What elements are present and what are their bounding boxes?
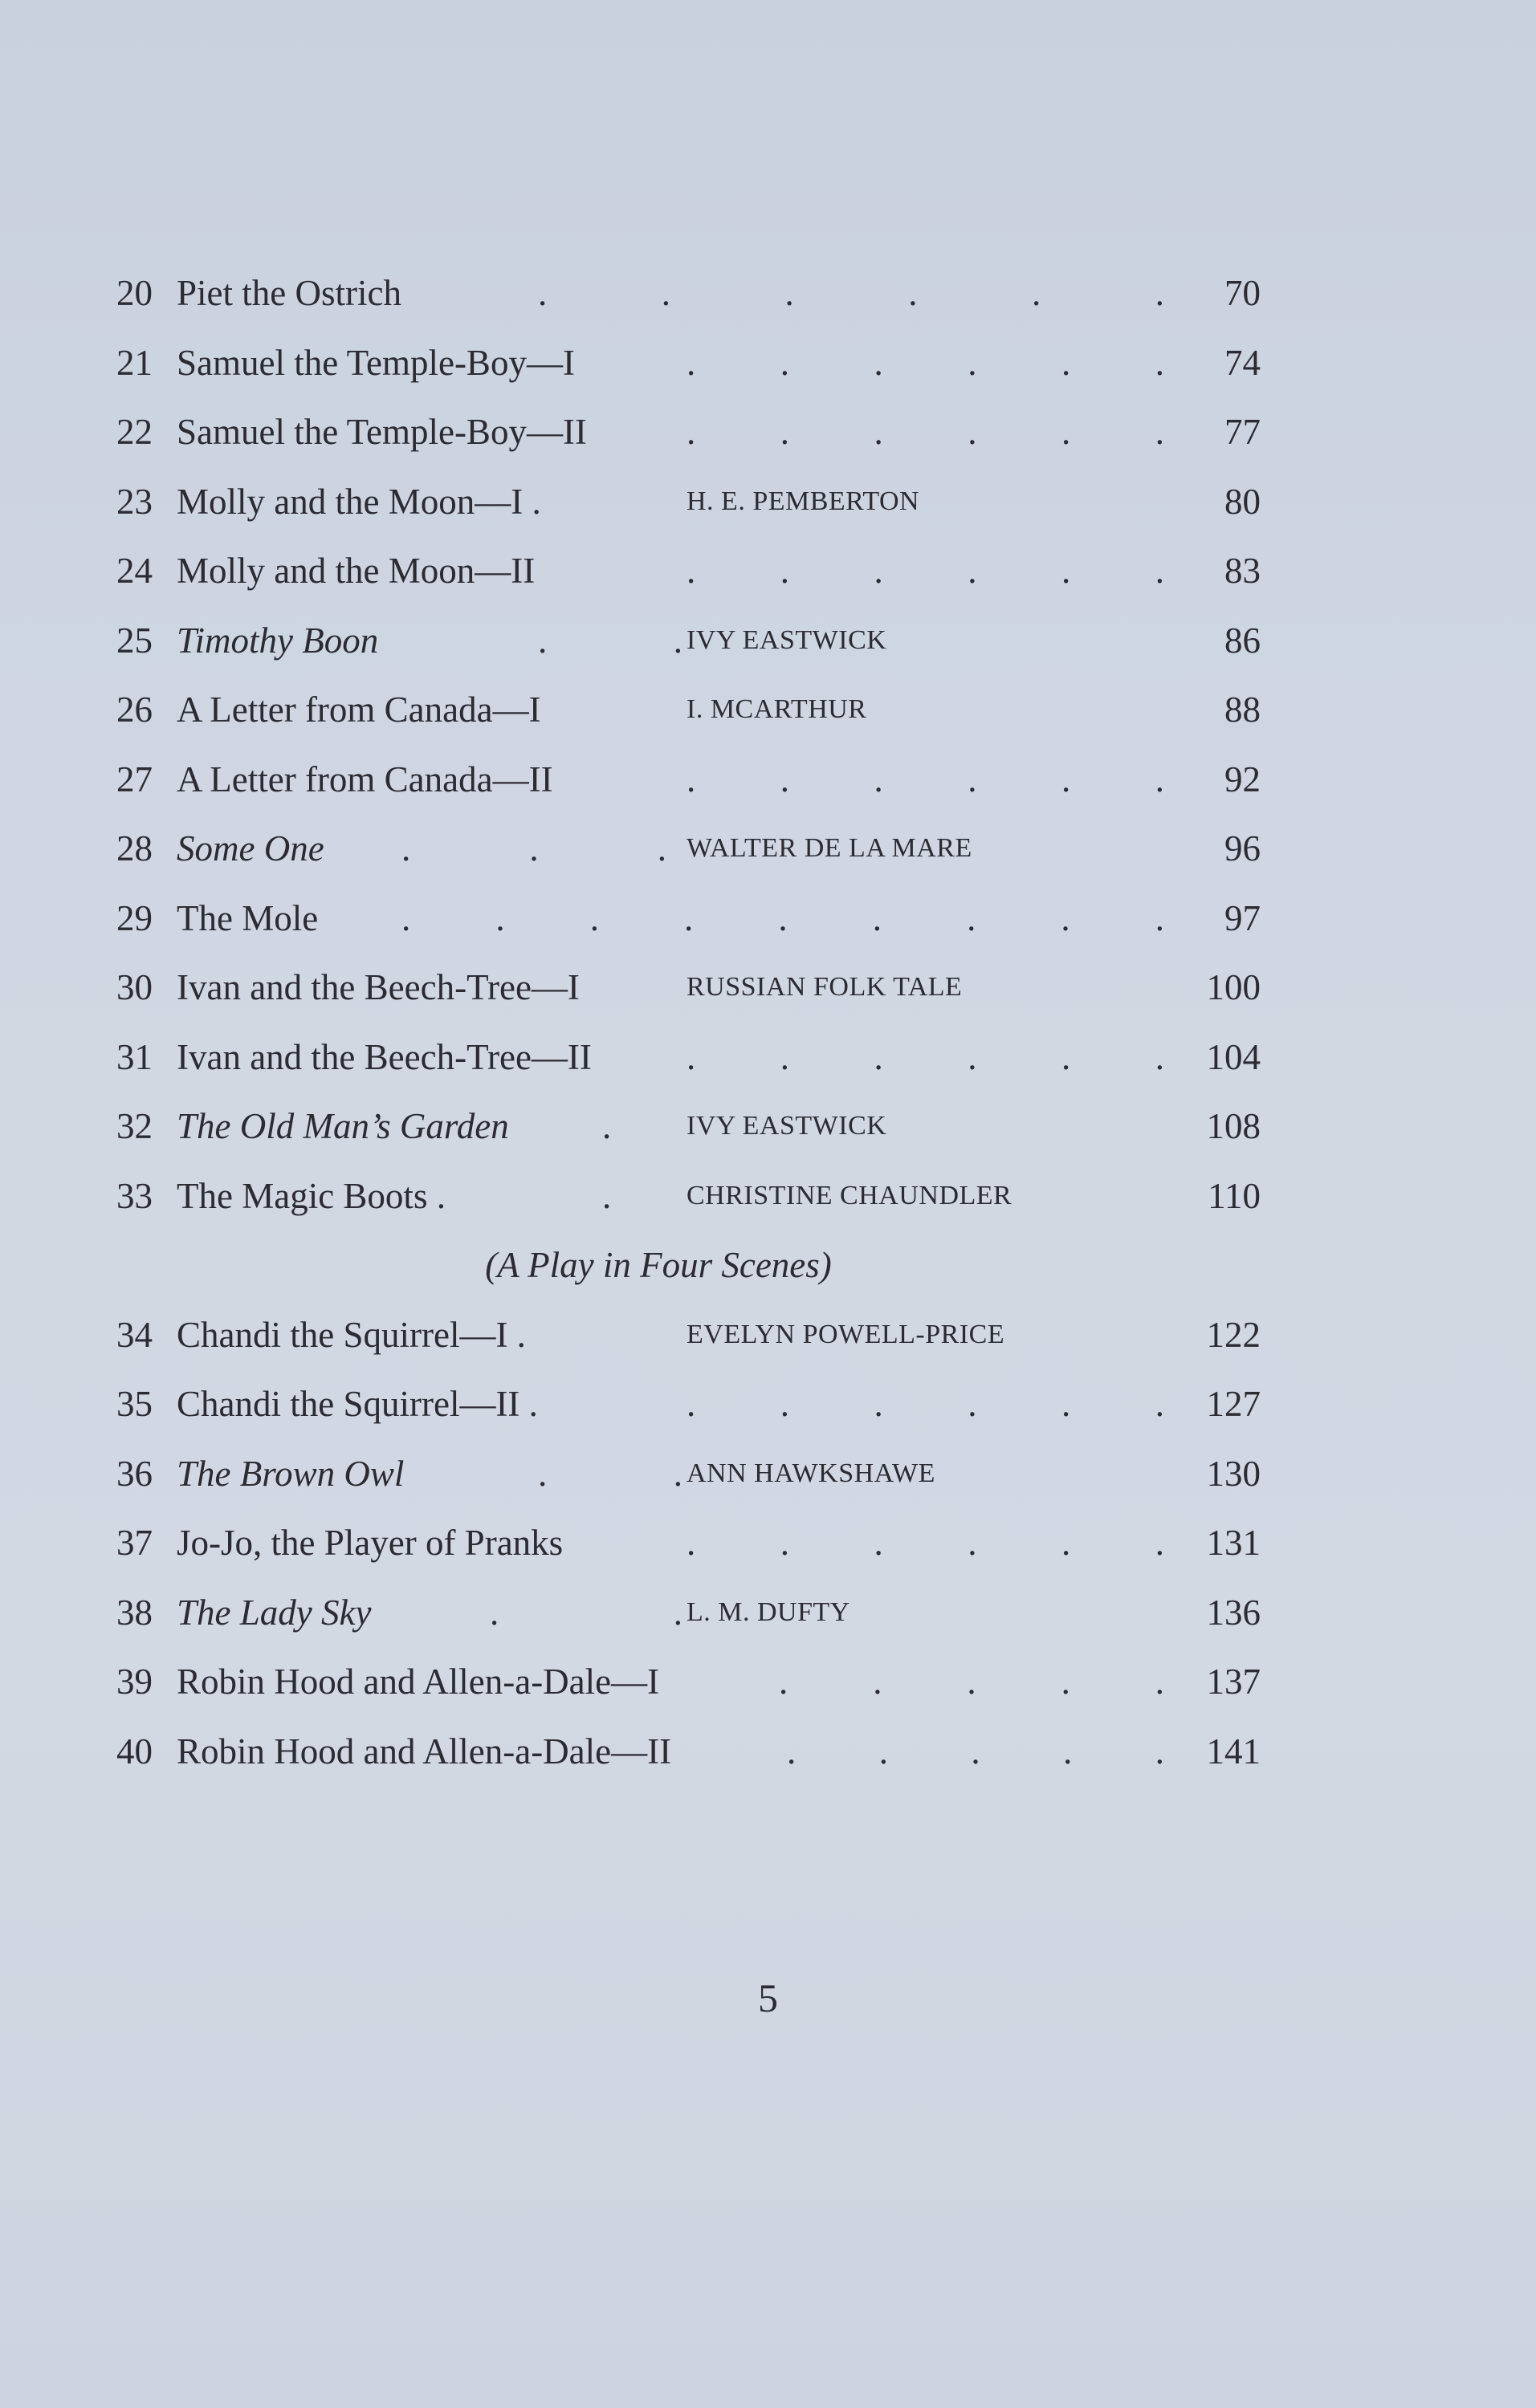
entry-author: IVY EASTWICK (687, 1111, 887, 1141)
toc-entry (88, 884, 1261, 954)
entry-number: 34 (116, 1314, 153, 1355)
toc-entry (88, 1508, 1261, 1578)
entry-author: EVELYN POWELL-PRICE (687, 1319, 1005, 1349)
entry-page: 80 (1224, 481, 1261, 522)
toc-entry (88, 258, 1261, 328)
toc-entry (88, 1023, 1261, 1092)
entry-page: 137 (1206, 1662, 1261, 1702)
play-note: (A Play in Four Scenes) (485, 1245, 832, 1285)
toc-entry (88, 606, 1261, 676)
entry-author: RUSSIAN FOLK TALE (687, 972, 963, 1002)
entry-title: Molly and the Moon—II (177, 551, 536, 591)
toc-entry (88, 1161, 1261, 1231)
entry-page: 130 (1206, 1453, 1261, 1494)
entry-page: 127 (1206, 1384, 1261, 1424)
entry-number: 22 (116, 412, 153, 452)
toc-entry (88, 814, 1261, 884)
leader-dots: . . . . . . (687, 342, 1164, 383)
entry-number: 33 (116, 1175, 153, 1216)
leader-dots: . . . (401, 828, 666, 868)
entry-number: 38 (116, 1592, 153, 1633)
leader-dots: . . (538, 620, 682, 661)
entry-title: Samuel the Temple-Boy—I (177, 342, 575, 383)
entry-page: 131 (1206, 1523, 1261, 1563)
entry-number: 27 (116, 759, 153, 799)
entry-page: 74 (1224, 342, 1261, 383)
entry-title: Molly and the Moon—I . (177, 481, 541, 522)
leader-dots: . . . . . . (687, 412, 1164, 452)
entry-number: 20 (116, 273, 153, 313)
entry-page: 104 (1206, 1036, 1261, 1077)
leader-dots: . . (490, 1592, 682, 1633)
entry-title: The Mole (177, 897, 319, 938)
entry-number: 30 (116, 967, 153, 1007)
entry-page: 83 (1224, 551, 1261, 591)
entry-title: Piet the Ostrich (177, 273, 401, 313)
toc-entry (88, 953, 1261, 1023)
entry-title: Robin Hood and Allen-a-Dale—I (177, 1662, 660, 1702)
entry-page: 122 (1206, 1314, 1261, 1355)
toc-entry (88, 397, 1261, 467)
leader-dots: . (602, 1106, 612, 1146)
entry-page: 70 (1224, 273, 1261, 313)
entry-title: A Letter from Canada—I (177, 689, 541, 730)
entry-page: 100 (1206, 967, 1261, 1007)
leader-dots: . . . . . (779, 1662, 1164, 1702)
entry-title: The Old Man’s Garden (177, 1106, 509, 1146)
entry-title: Some One (177, 828, 324, 868)
entry-number: 40 (116, 1731, 153, 1771)
entry-author: IVY EASTWICK (687, 624, 887, 655)
entry-page: 110 (1208, 1175, 1261, 1216)
page-number: 5 (758, 1975, 778, 2020)
entry-author: CHRISTINE CHAUNDLER (687, 1180, 1012, 1210)
entry-number: 32 (116, 1106, 153, 1146)
toc-entry (88, 536, 1261, 606)
entry-title: The Lady Sky (177, 1592, 372, 1633)
toc-entry (88, 1717, 1261, 1787)
entry-number: 35 (116, 1384, 153, 1424)
toc-entry (88, 1092, 1261, 1161)
entry-title: The Brown Owl (177, 1453, 405, 1494)
entry-title: The Magic Boots . (177, 1175, 446, 1216)
entry-title: Timothy Boon (177, 620, 379, 661)
entry-number: 25 (116, 620, 153, 661)
table-of-contents (88, 258, 1261, 1786)
entry-title: Samuel the Temple-Boy—II (177, 412, 587, 452)
entry-number: 29 (116, 897, 153, 938)
leader-dots: . . . . . . (687, 1036, 1164, 1077)
entry-number: 36 (116, 1453, 153, 1494)
entry-author: H. E. PEMBERTON (687, 486, 920, 516)
toc-entry (88, 467, 1261, 537)
entry-page: 97 (1224, 897, 1261, 938)
entry-title: Ivan and the Beech-Tree—I (177, 967, 580, 1007)
entry-title: A Letter from Canada—II (177, 759, 553, 799)
entry-number: 37 (116, 1523, 153, 1563)
leader-dots: . . (538, 1453, 682, 1494)
entry-title: Robin Hood and Allen-a-Dale—II (177, 1731, 672, 1771)
leader-dots: . (602, 1175, 612, 1216)
toc-entry (88, 1578, 1261, 1648)
entry-author: I. MCARTHUR (687, 694, 867, 724)
toc-entry (88, 745, 1261, 815)
toc-entry (88, 1300, 1261, 1370)
toc-entry (88, 1647, 1261, 1717)
entry-page: 96 (1224, 828, 1261, 868)
leader-dots: . . . . . . (538, 273, 1164, 313)
entry-number: 28 (116, 828, 153, 868)
entry-number: 23 (116, 481, 153, 522)
entry-author: ANN HAWKSHAWE (687, 1458, 935, 1488)
entry-page: 77 (1224, 412, 1261, 452)
entry-title: Ivan and the Beech-Tree—II (177, 1036, 592, 1077)
entry-number: 31 (116, 1036, 153, 1077)
entry-page: 86 (1224, 620, 1261, 661)
entry-title: Chandi the Squirrel—I . (177, 1314, 526, 1355)
toc-entry (88, 328, 1261, 398)
entry-author: WALTER DE LA MARE (687, 833, 972, 863)
entry-page: 92 (1224, 759, 1261, 799)
toc-entry (88, 1369, 1261, 1439)
entry-page: 136 (1206, 1592, 1261, 1633)
entry-number: 21 (116, 342, 153, 383)
leader-dots: . . . . . . . . . (401, 897, 1164, 938)
entry-number: 39 (116, 1662, 153, 1702)
leader-dots: . . . . . . (687, 1384, 1164, 1424)
leader-dots: . . . . . . (687, 1523, 1164, 1563)
entry-title: Jo-Jo, the Player of Pranks (177, 1523, 564, 1563)
leader-dots: . . . . . . (687, 759, 1164, 799)
leader-dots: . . . . . . (687, 551, 1164, 591)
entry-title: Chandi the Squirrel—II . (177, 1384, 538, 1424)
entry-page: 141 (1206, 1731, 1261, 1771)
entry-page: 88 (1224, 689, 1261, 730)
entry-page: 108 (1206, 1106, 1261, 1146)
entry-number: 26 (116, 689, 153, 730)
toc-entry (88, 675, 1261, 745)
entry-author: L. M. DUFTY (687, 1597, 850, 1627)
entry-number: 24 (116, 551, 153, 591)
toc-entry (88, 1439, 1261, 1509)
leader-dots: . . . . . (787, 1731, 1164, 1771)
